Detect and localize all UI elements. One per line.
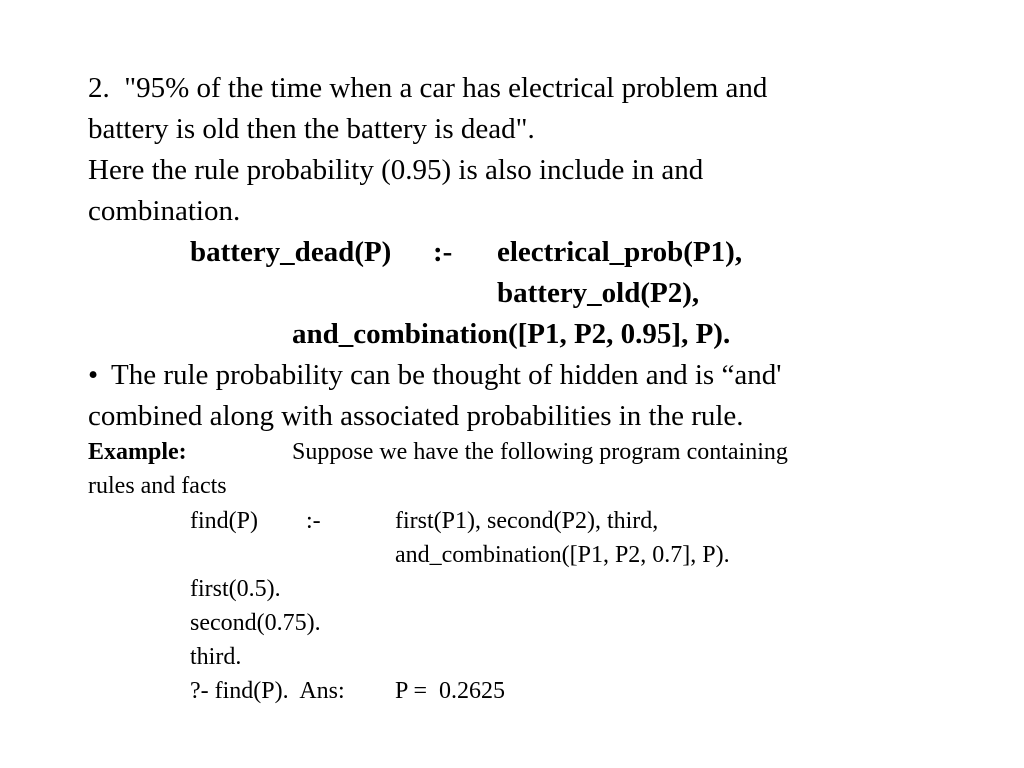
example-text: Suppose we have the following program containing — [292, 439, 788, 465]
bullet-line-2: combined along with associated probabilities in the rule. — [88, 400, 744, 432]
program-find-neck: :- — [306, 508, 321, 534]
intro-line-3: Here the rule probability (0.95) is also include in and — [88, 154, 704, 186]
program-answer: P = 0.2625 — [395, 678, 505, 704]
rule-head: battery_dead(P) — [190, 236, 392, 268]
rule-goal-1: electrical_prob(P1), — [497, 236, 743, 268]
program-fact-2: second(0.75). — [190, 610, 321, 636]
rule-neck: :- — [433, 236, 453, 268]
program-find-head: find(P) — [190, 508, 258, 534]
rule-goal-3: and_combination([P1, P2, 0.95], P). — [292, 318, 731, 350]
example-text-2: rules and facts — [88, 473, 227, 499]
intro-line-4: combination. — [88, 195, 241, 227]
program-find-goals-2: and_combination([P1, P2, 0.7], P). — [395, 542, 730, 568]
example-label: Example: — [88, 439, 187, 465]
bullet-symbol: • — [88, 359, 99, 391]
rule-goal-2: battery_old(P2), — [497, 277, 700, 309]
program-fact-1: first(0.5). — [190, 576, 281, 602]
bullet-line-1: The rule probability can be thought of hidden and is “and' — [111, 359, 782, 391]
intro-line-1: 2. "95% of the time when a car has electrical problem and — [88, 72, 768, 104]
program-fact-3: third. — [190, 644, 242, 670]
intro-line-2: battery is old then the battery is dead". — [88, 113, 535, 145]
program-query: ?- find(P). Ans: — [190, 678, 345, 704]
program-find-goals-1: first(P1), second(P2), third, — [395, 508, 659, 534]
